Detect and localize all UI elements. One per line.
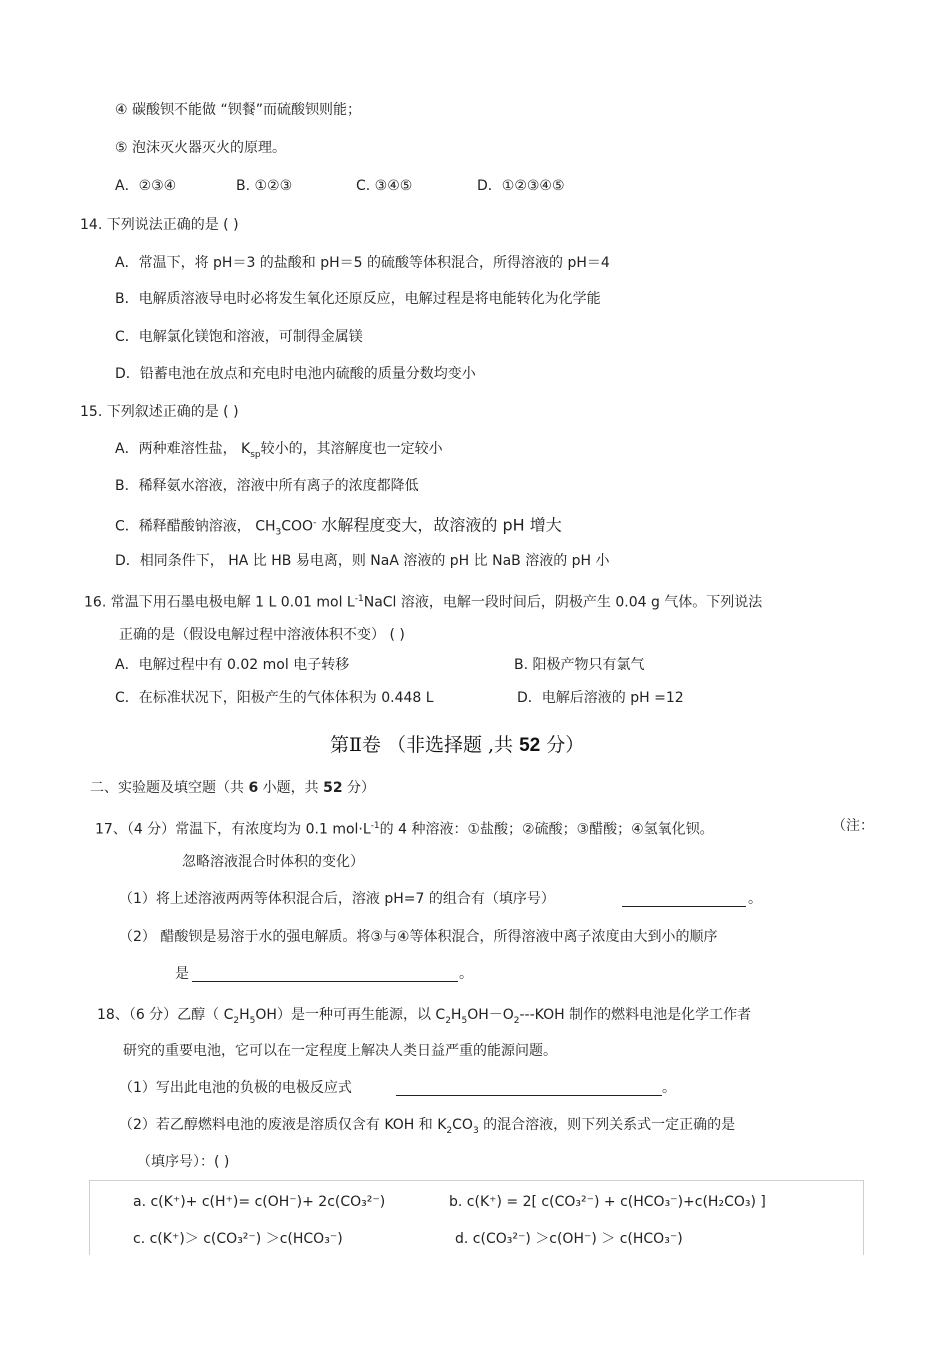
section-2-title-c: 分）: [540, 734, 585, 756]
section-2-title-a: 第Ⅱ卷 （非选择题 ,共: [330, 734, 520, 756]
q18-part-1: （1）写出此电池的负极的电极反应式: [119, 1080, 352, 1096]
q17-note: （注：: [832, 818, 874, 834]
q18-2-s1: 2: [446, 1125, 453, 1136]
q18-t1: 18、（6 分）乙醇（ C: [97, 1007, 234, 1023]
q18-t5: OH－O: [467, 1007, 514, 1023]
part2-a: 二、实验题及填空题（共: [90, 780, 249, 796]
q16-sup: -1: [354, 594, 364, 604]
q17-part-2-cont: 是: [175, 966, 189, 982]
q15c-sup: -: [313, 518, 317, 528]
q15-option-c: [115, 514, 562, 541]
q14-option-d: D．铅蓄电池在放点和充电时电池内硫酸的质量分数均变小: [115, 366, 476, 382]
equation-d: d. c(CO₃²⁻) ＞c(OH⁻) ＞ c(HCO₃⁻): [455, 1231, 683, 1247]
q18-part-2-cont: （填序号）：( ): [137, 1154, 230, 1170]
q17-stem: [95, 817, 714, 839]
q17-2-period: 。: [459, 966, 473, 982]
q18-2-t1: （2）若乙醇燃料电池的废液是溶质仅含有 KOH 和 K: [119, 1117, 447, 1133]
q15c-text-3: 水解程度变大，故溶液的 pH 增大: [316, 515, 562, 535]
q16-option-a: A．电解过程中有 0.02 mol 电子转移: [115, 657, 350, 673]
q18-2-t3: 的混合溶液，则下列关系式一定正确的是: [478, 1117, 736, 1133]
q18-t6: ---KOH 制作的燃料电池是化学工作者: [519, 1007, 752, 1023]
part-2-heading: [90, 779, 375, 797]
q18-part-2: [119, 1116, 735, 1140]
q17-part-2: （2） 醋酸钡是易溶于水的强电解质。将③与④等体积混合，所得溶液中离子浓度由大到小的顺序: [119, 929, 718, 945]
part2-c: 分）: [342, 780, 376, 796]
part2-count: 6: [248, 780, 259, 796]
q18-s1: 2: [233, 1015, 240, 1026]
q13-option-b: B. ①②③: [236, 178, 293, 194]
q17-part-1: （1）将上述溶液两两等体积混合后，溶液 pH=7 的组合有（填序号）: [119, 891, 555, 907]
q13-option-c: C. ③④⑤: [356, 178, 413, 194]
q15a-text-2: 较小的，其溶解度也一定较小: [260, 441, 443, 457]
q16-text-2: NaCl 溶液，电解一段时间后，阴极产生 0.04 g 气体。下列说法: [363, 594, 763, 611]
q18-s4: 5: [461, 1015, 468, 1026]
q17-stem-cont: 忽略溶液混合时体积的变化）: [182, 854, 364, 870]
q14-option-b: B．电解质溶液导电时必将发生氧化还原反应，电解过程是将电能转化为化学能: [115, 291, 601, 307]
q14-option-c: C．电解氯化镁饱和溶液，可制得金属镁: [115, 329, 363, 345]
equation-c: c. c(K⁺)＞ c(CO₃²⁻) ＞c(HCO₃⁻): [133, 1231, 343, 1247]
q18-t4: H: [450, 1007, 462, 1023]
q18-t3: OH）是一种可再生能源，以 C: [255, 1007, 446, 1023]
q18-s2: 5: [249, 1015, 256, 1026]
q18-stem: [97, 1006, 751, 1030]
q16-option-d: D．电解后溶液的 pH =12: [517, 690, 684, 706]
q15-option-b: B．稀释氨水溶液，溶液中所有离子的浓度都降低: [115, 478, 419, 494]
q17-1-period: 。: [748, 891, 762, 907]
q15c-text: C．稀释醋酸钠溶液， CH: [115, 518, 276, 535]
q18-t2: H: [239, 1007, 250, 1023]
q13-option-a: A．②③④: [115, 178, 177, 194]
q14-stem: 14. 下列说法正确的是 ( ): [80, 217, 239, 233]
q16-stem-cont: 正确的是（假设电解过程中溶液体积不变） ( ): [119, 627, 405, 643]
equation-a: a. c(K⁺)+ c(H⁺)= c(OH⁻)+ 2c(CO₃²⁻): [133, 1194, 386, 1210]
q15a-sub: sp: [250, 449, 261, 460]
q15-option-a: [115, 440, 443, 464]
q17-text-2: 的 4 种溶液：①盐酸；②硫酸；③醋酸；④氢氧化钡。: [379, 821, 714, 838]
section-2-title: [330, 733, 584, 758]
q18-2-s2: 3: [472, 1125, 479, 1136]
q17-text: 17、（4 分）常温下，有浓度均为 0.1 mol·L: [95, 821, 371, 838]
q15c-text-2: COO: [281, 518, 314, 535]
q17-1-answer-blank[interactable]: [622, 892, 746, 907]
equation-b: b. c(K⁺) = 2[ c(CO₃²⁻) + c(HCO₃⁻)+c(H₂CO₃) ]: [449, 1194, 766, 1210]
q18-2-t2: CO: [452, 1117, 473, 1133]
q15a-text: A．两种难溶性盐， K: [115, 441, 251, 457]
q17-2-answer-blank[interactable]: [192, 967, 458, 982]
q17-sup: -1: [370, 821, 380, 831]
q18-1-answer-blank[interactable]: [396, 1081, 662, 1096]
part2-score: 52: [323, 780, 343, 796]
q18-s5: 2: [513, 1015, 520, 1026]
q15c-sub: 3: [275, 527, 282, 538]
q14-option-a: A．常温下，将 pH＝3 的盐酸和 pH＝5 的硫酸等体积混合，所得溶液的 pH＝4: [115, 255, 610, 271]
q13-option-d: D．①②③④⑤: [477, 178, 565, 194]
q16-option-b: B. 阳极产物只有氯气: [514, 657, 645, 673]
q18-s3: 2: [445, 1015, 451, 1026]
section-2-title-num: 52: [519, 735, 541, 756]
q15-option-d: D．相同条件下， HA 比 HB 易电离，则 NaA 溶液的 pH 比 NaB 溶液的 pH 小: [115, 553, 610, 569]
item-5-text: ⑤ 泡沫灭火器灭火的原理。: [115, 140, 287, 156]
q16-text: 16. 常温下用石墨电极电解 1 L 0.01 mol L: [84, 594, 355, 611]
q15-stem: 15. 下列叙述正确的是 ( ): [80, 404, 239, 420]
q16-option-c: C．在标准状况下，阳极产生的气体体积为 0.448 L: [115, 690, 434, 706]
item-4-text: ④ 碳酸钡不能做 “钡餐”而硫酸钡则能；: [115, 102, 361, 118]
q18-stem-cont: 研究的重要电池，它可以在一定程度上解决人类日益严重的能源问题。: [123, 1043, 557, 1059]
q16-stem: [84, 590, 762, 612]
q18-1-period: 。: [662, 1080, 676, 1096]
part2-b: 小题，共: [258, 780, 324, 796]
